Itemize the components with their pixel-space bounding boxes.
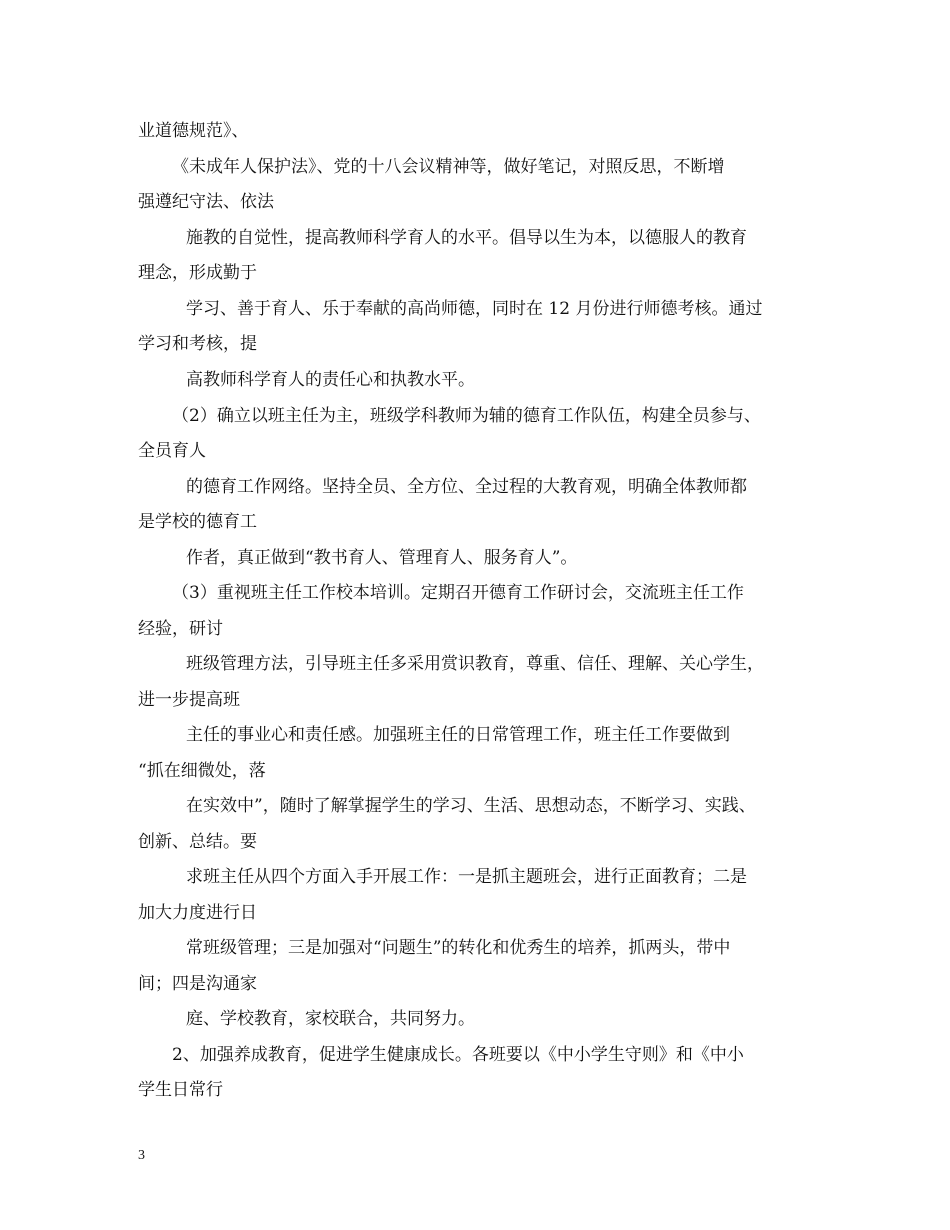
text-line: 主任的事业心和责任感。加强班主任的日常管理工作，班主任工作要做到 [186, 725, 730, 745]
text-line: 业道德规范》、 [138, 121, 249, 141]
text-line: 在实效中”，随时了解掌握学生的学习、生活、思想动态，不断学习、实践、 [186, 796, 756, 816]
text-line: 理念，形成勤于 [138, 263, 257, 283]
text-line: 高教师科学育人的责任心和执教水平。 [186, 370, 475, 390]
text-line: 庭、学校教育，家校联合，共同努力。 [186, 1009, 475, 1029]
text-line: 经验，研讨 [138, 619, 223, 639]
text-line: 创新、总结。要 [138, 832, 257, 852]
text-line: 进一步提高班 [138, 690, 240, 710]
text-line: 强遵纪守法、依法 [138, 192, 274, 212]
text-line: 《未成年人保护法》、党的十八会议精神等，做好笔记，对照反思，不断增 [172, 157, 725, 177]
text-line: 加大力度进行日 [138, 903, 257, 923]
text-line: 班级管理方法，引导班主任多采用赏识教育，尊重、信任、理解、关心学生， [186, 654, 764, 674]
text-line: 全员育人 [138, 441, 206, 461]
text-line: 求班主任从四个方面入手开展工作：一是抓主题班会，进行正面教育；二是 [186, 867, 747, 887]
text-line: （3）重视班主任工作校本培训。定期召开德育工作研讨会，交流班主任工作 [172, 583, 744, 603]
text-line: 施教的自觉性，提高教师科学育人的水平。倡导以生为本，以德服人的教育 [186, 228, 747, 248]
text-line: 作者，真正做到“教书育人、管理育人、服务育人”。 [186, 548, 578, 568]
page-number: 3 [138, 1148, 145, 1163]
text-line: 学习、善于育人、乐于奉献的高尚师德，同时在 12 月份进行师德考核。通过 [186, 299, 763, 319]
text-line: 学习和考核，提 [138, 334, 257, 354]
text-line: 学生日常行 [138, 1080, 223, 1100]
text-line: 2、加强养成教育，促进学生健康成长。各班要以《中小学生守则》和《中小 [172, 1045, 744, 1065]
text-line: 间；四是沟通家 [138, 974, 257, 994]
text-line: 常班级管理；三是加强对“问题生”的转化和优秀生的培养，抓两头，带中 [186, 938, 731, 958]
text-line: 是学校的德育工 [138, 512, 257, 532]
text-line: 的德育工作网络。坚持全员、全方位、全过程的大教育观，明确全体教师都 [186, 477, 747, 497]
text-line: “抓在细微处，落 [138, 761, 266, 781]
text-line: （2）确立以班主任为主，班级学科教师为辅的德育工作队伍，构建全员参与、 [172, 406, 761, 426]
